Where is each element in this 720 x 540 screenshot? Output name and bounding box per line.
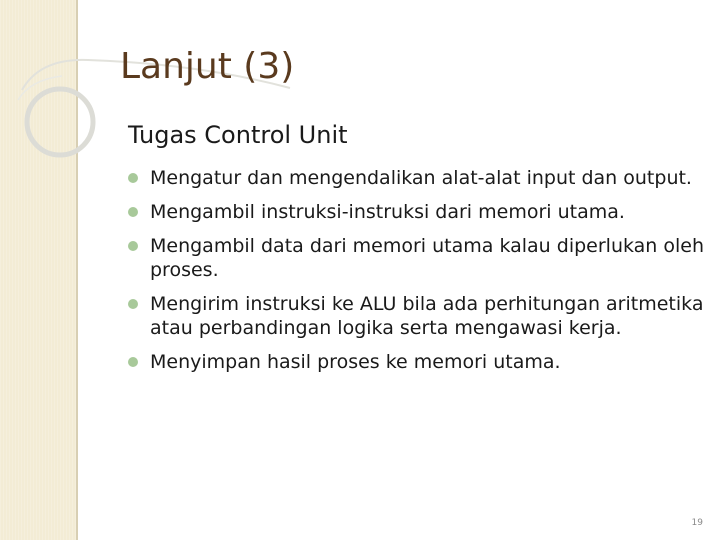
bullet-text: Mengirim instruksi ke ALU bila ada perhitungan aritmetika atau perbandingan logika serta mengawasi kerja. <box>150 293 704 339</box>
bullet-dot-icon <box>128 173 138 183</box>
bullet-dot-icon <box>128 299 138 309</box>
bullet-item <box>128 166 713 190</box>
bullet-dot-icon <box>128 207 138 217</box>
bullet-item <box>128 350 713 374</box>
bullet-item <box>128 292 713 340</box>
bullet-item <box>128 200 713 224</box>
bullet-dot-icon <box>128 357 138 367</box>
bullet-list <box>128 166 713 384</box>
decorative-circle-large <box>27 89 93 155</box>
page-number: 19 <box>691 518 703 528</box>
bullet-text: Mengatur dan mengendalikan alat-alat input dan output. <box>150 167 692 189</box>
section-heading: Tugas Control Unit <box>128 121 348 149</box>
bullet-text: Menyimpan hasil proses ke memori utama. <box>150 351 561 373</box>
bullet-text: Mengambil data dari memori utama kalau diperlukan oleh proses. <box>150 235 705 281</box>
slide-title: Lanjut (3) <box>120 46 295 87</box>
bullet-text: Mengambil instruksi-instruksi dari memori utama. <box>150 201 625 223</box>
bullet-item <box>128 234 713 282</box>
bullet-dot-icon <box>128 241 138 251</box>
